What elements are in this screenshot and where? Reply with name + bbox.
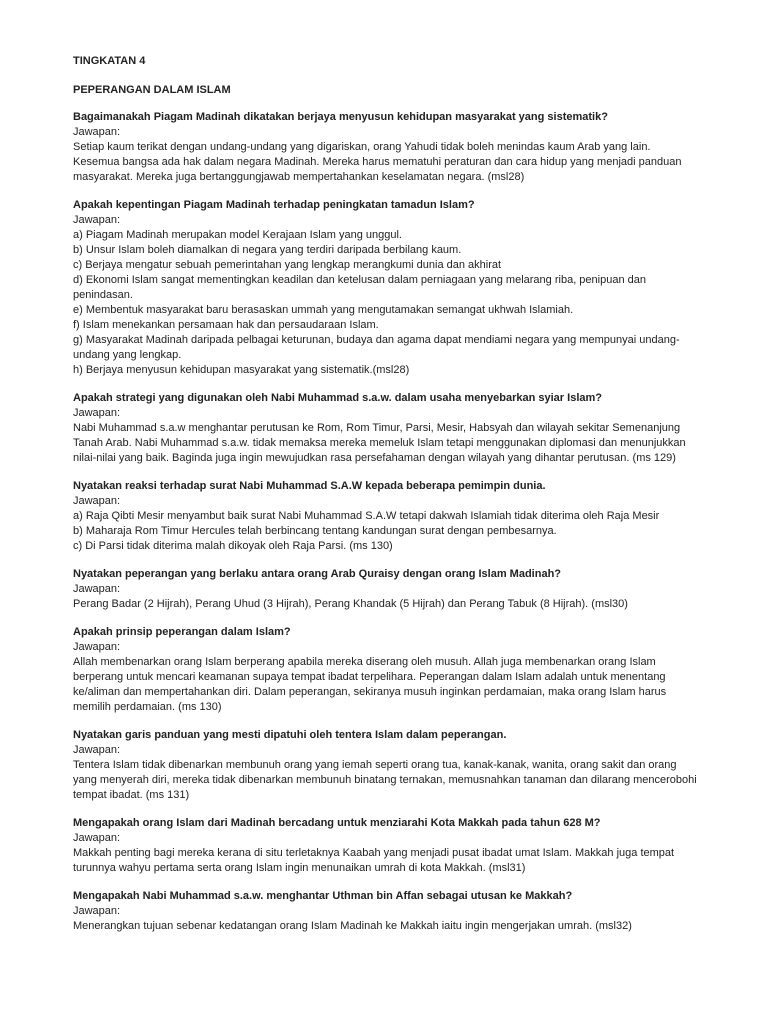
question-text: Nyatakan reaksi terhadap surat Nabi Muhammad S.A.W kepada beberapa pemimpin dunia. <box>73 480 546 492</box>
qa-block <box>73 198 723 378</box>
answer-line: penindasan. <box>73 289 133 301</box>
question-text: Apakah strategi yang digunakan oleh Nabi Muhammad s.a.w. dalam usaha menyebarkan syiar Islam? <box>73 392 602 404</box>
answer-line: d) Ekonomi Islam sangat mementingkan keadilan dan ketelusan dalam perniagaan yang melarang riba, penipuan dan <box>73 274 646 286</box>
qa-block <box>73 728 723 803</box>
answer-label: Jawapan: <box>73 495 121 507</box>
question-text: Nyatakan peperangan yang berlaku antara orang Arab Quraisy dengan orang Islam Madinah? <box>73 568 562 580</box>
answer-line: yang menyerah diri, mereka tidak dibenarkan membunuh binatang ternakan, memusnahkan tanaman dan dilarang mencerobohi <box>73 774 697 786</box>
answer-line: Menerangkan tujuan sebenar kedatangan orang Islam Madinah ke Makkah iaitu ingin mengerjakan umrah. (msl32) <box>73 920 632 932</box>
qa-block <box>73 479 723 554</box>
answer-line: Nabi Muhammad s.a.w menghantar perutusan ke Rom, Rom Timur, Parsi, Mesir, Habsyah dan wilayah sekitar Semenanjung <box>73 422 681 434</box>
question-text: Apakah prinsip peperangan dalam Islam? <box>73 626 291 638</box>
answer-line: c) Di Parsi tidak diterima malah dikoyak oleh Raja Parsi. (ms 130) <box>73 540 393 552</box>
answer-line: h) Berjaya menyusun kehidupan masyarakat yang sistematik.(msl28) <box>73 364 410 376</box>
answer-line: g) Masyarakat Madinah daripada pelbagai keturunan, budaya dan agama dapat mendiami negara yang mempunyai undang- <box>73 334 680 346</box>
question-text: Mengapakah Nabi Muhammad s.a.w. menghantar Uthman bin Affan sebagai utusan ke Makkah? <box>73 890 573 902</box>
answer-line: Perang Badar (2 Hijrah), Perang Uhud (3 Hijrah), Perang Khandak (5 Hijrah) dan Perang Tabuk (8 Hijrah). (msl30) <box>73 598 628 610</box>
answer-line: Kesemua bangsa ada hak dalam negara Madinah. Mereka harus mematuhi peraturan dan cara hidup yang menjadi panduan <box>73 156 682 168</box>
qa-block <box>73 567 723 612</box>
answer-line: f) Islam menekankan persamaan hak dan persaudaraan Islam. <box>73 319 379 331</box>
answer-label: Jawapan: <box>73 583 121 595</box>
answer-line: nilai-nilai yang baik. Baginda juga ingin mewujudkan rasa persefahaman dengan wilayah yang dihantar perutusan. (ms 129) <box>73 452 676 464</box>
answer-line: masyarakat. Mereka juga bertanggungjawab mempertahankan keselamatan negara. (msl28) <box>73 171 525 183</box>
answer-line: tempat ibadat. (ms 131) <box>73 789 190 801</box>
answer-line: Tentera Islam tidak dibenarkan membunuh orang yang iemah seperti orang tua, kanak-kanak, wanita, orang sakit dan orang <box>73 759 677 771</box>
qa-block <box>73 625 723 715</box>
answer-label: Jawapan: <box>73 126 121 138</box>
qa-block <box>73 391 723 466</box>
question-text: Apakah kepentingan Piagam Madinah terhadap peningkatan tamadun Islam? <box>73 199 475 211</box>
answer-line: a) Raja Qibti Mesir menyambut baik surat Nabi Muhammad S.A.W tetapi dakwah Islamiah tidak diterima oleh Raja Mesir <box>73 510 660 522</box>
answer-line: Allah membenarkan orang Islam berperang apabila mereka diserang oleh musuh. Allah juga membenarkan orang Islam <box>73 656 656 668</box>
answer-label: Jawapan: <box>73 407 121 419</box>
answer-line: a) Piagam Madinah merupakan model Kerajaan Islam yang unggul. <box>73 229 402 241</box>
answer-label: Jawapan: <box>73 214 121 226</box>
question-text: Nyatakan garis panduan yang mesti dipatuhi oleh tentera Islam dalam peperangan. <box>73 729 507 741</box>
answer-line: turunnya wahyu pertama serta orang Islam ingin menunaikan umrah di kota Makkah. (msl31) <box>73 862 526 874</box>
document-topic-heading: PEPERANGAN DALAM ISLAM <box>73 84 231 96</box>
answer-line: b) Maharaja Rom Timur Hercules telah berbincang tentang kandungan surat dengan pembesarnya. <box>73 525 557 537</box>
qa-block <box>73 889 723 934</box>
question-text: Mengapakah orang Islam dari Madinah bercadang untuk menziarahi Kota Makkah pada tahun 628 M? <box>73 817 601 829</box>
document-level-heading: TINGKATAN 4 <box>73 55 146 67</box>
answer-line: Tanah Arab. Nabi Muhammad s.a.w. tidak memaksa mereka memeluk Islam tetapi menggunakan diplomasi dan menunjukkan <box>73 437 686 449</box>
answer-label: Jawapan: <box>73 744 121 756</box>
qa-block <box>73 110 723 185</box>
answer-line: Setiap kaum terikat dengan undang-undang yang digariskan, orang Yahudi tidak boleh menindas kaum Arab yang lain. <box>73 141 651 153</box>
answer-line: memilih perdamaian. (ms 130) <box>73 701 222 713</box>
answer-line: c) Berjaya mengatur sebuah pemerintahan yang lengkap merangkumi dunia dan akhirat <box>73 259 502 271</box>
answer-line: Makkah penting bagi mereka kerana di situ terletaknya Kaabah yang menjadi pusat ibadat umat Islam. Makkah juga tempat <box>73 847 675 859</box>
qa-list <box>73 110 723 934</box>
answer-line: ke/aliman dan mempertahankan diri. Dalam peperangan, sekiranya musuh inginkan perdamaian, maka orang Islam harus <box>73 686 667 698</box>
answer-label: Jawapan: <box>73 905 121 917</box>
answer-line: berperang untuk mencari keamanan supaya tempat ibadat terpelihara. Peperangan dalam Islam adalah untuk menentang <box>73 671 666 683</box>
answer-label: Jawapan: <box>73 832 121 844</box>
document-page <box>73 54 723 947</box>
answer-line: e) Membentuk masyarakat baru berasaskan ummah yang mengutamakan semangat ukhwah Islamiah. <box>73 304 574 316</box>
answer-label: Jawapan: <box>73 641 121 653</box>
qa-block <box>73 816 723 876</box>
answer-line: undang yang lengkap. <box>73 349 182 361</box>
answer-line: b) Unsur Islam boleh diamalkan di negara yang terdiri daripada berbilang kaum. <box>73 244 462 256</box>
question-text: Bagaimanakah Piagam Madinah dikatakan berjaya menyusun kehidupan masyarakat yang sistematik? <box>73 111 608 123</box>
